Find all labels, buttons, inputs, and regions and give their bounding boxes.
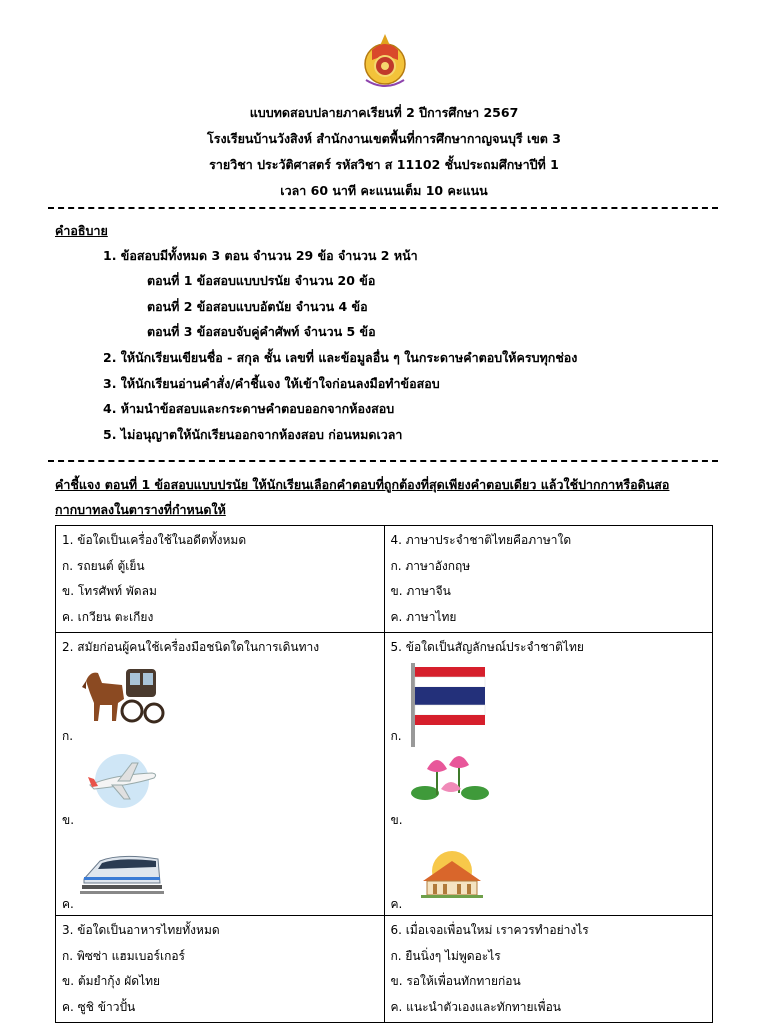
question-2 bbox=[56, 633, 385, 916]
divider bbox=[48, 460, 718, 462]
question-5 bbox=[384, 633, 713, 916]
choice-a[interactable]: ก. รถยนต์ ตู้เย็น bbox=[62, 558, 145, 573]
choice-b[interactable]: ข. รอให้เพื่อนทักทายก่อน bbox=[390, 974, 521, 989]
instruction-item: ตอนที่ 1 ข้อสอบแบบปรนัย จำนวน 20 ข้อ bbox=[147, 273, 376, 288]
choice-a[interactable]: ก. ยืนนิ่งๆ ไม่พูดอะไร bbox=[390, 948, 501, 963]
instructions-title: คำอธิบาย bbox=[55, 223, 108, 238]
question-text: 2. สมัยก่อนผู้คนใช้เครื่องมือชนิดใดในการเดินทาง bbox=[62, 640, 320, 655]
choice-c[interactable]: ค. เกวียน ตะเกียง bbox=[62, 609, 154, 624]
time-score: เวลา 60 นาที คะแนนเต็ม 10 คะแนน bbox=[280, 183, 488, 198]
instruction-item: 5. ไม่อนุญาตให้นักเรียนออกจากห้องสอบ ก่อนหมดเวลา bbox=[103, 427, 403, 442]
question-text: 3. ข้อใดเป็นอาหารไทยทั้งหมด bbox=[62, 922, 220, 937]
exam-title: แบบทดสอบปลายภาคเรียนที่ 2 ปีการศึกษา 2567 bbox=[249, 105, 519, 120]
choice-a[interactable]: ก. พิซซ่า แฮมเบอร์เกอร์ bbox=[62, 948, 186, 963]
question-6 bbox=[384, 915, 713, 1022]
choice-c[interactable]: ค. ซูชิ ข้าวปั้น bbox=[62, 999, 136, 1014]
question-text: 1. ข้อใดเป็นเครื่องใช้ในอดีตทั้งหมด bbox=[62, 533, 247, 547]
thai-flag-icon bbox=[411, 663, 487, 747]
school-emblem-icon bbox=[358, 30, 412, 90]
choice-b[interactable]: ข. ภาษาจีน bbox=[390, 584, 451, 599]
question-text: 6. เมื่อเจอเพื่อนใหม่ เราควรทำอย่างไร bbox=[390, 922, 589, 937]
instruction-item: ตอนที่ 2 ข้อสอบแบบอัตนัย จำนวน 4 ข้อ bbox=[147, 299, 368, 314]
train-icon bbox=[80, 849, 164, 899]
choice-a[interactable]: ก. ภาษาอังกฤษ bbox=[390, 558, 471, 573]
choice-b[interactable]: ข. bbox=[62, 745, 378, 829]
choice-c[interactable]: ค. bbox=[391, 829, 707, 913]
choice-a[interactable]: ก. bbox=[391, 661, 707, 745]
choice-b[interactable]: ข. ต้มยำกุ้ง ผัดไทย bbox=[62, 974, 161, 989]
choice-c[interactable]: ค. bbox=[62, 829, 378, 913]
lotus-icon bbox=[411, 749, 491, 805]
question-text: 5. ข้อใดเป็นสัญลักษณ์ประจำชาติไทย bbox=[390, 640, 584, 655]
choice-c[interactable]: ค. แนะนำตัวเองและทักทายเพื่อน bbox=[390, 999, 561, 1014]
instruction-item: 4. ห้ามนำข้อสอบและกระดาษคำตอบออกจากห้องสอบ bbox=[103, 401, 395, 416]
divider bbox=[48, 207, 718, 209]
question-4 bbox=[384, 526, 713, 633]
horse-carriage-icon bbox=[80, 663, 166, 725]
subject-info: รายวิชา ประวัติศาสตร์ รหัสวิชา ส 11102 ชั้นประถมศึกษาปีที่ 1 bbox=[209, 157, 559, 172]
instruction-item: 1. ข้อสอบมีทั้งหมด 3 ตอน จำนวน 29 ข้อ จำนวน 2 หน้า bbox=[103, 248, 418, 263]
instruction-item: ตอนที่ 3 ข้อสอบจับคู่คำศัพท์ จำนวน 5 ข้อ bbox=[147, 324, 376, 339]
instruction-item: 3. ให้นักเรียนอ่านคำสั่ง/คำชี้แจง ให้เข้าใจก่อนลงมือทำข้อสอบ bbox=[103, 376, 440, 391]
question-3 bbox=[56, 915, 385, 1022]
choice-b[interactable]: ข. bbox=[391, 745, 707, 829]
choice-a[interactable]: ก. bbox=[62, 661, 378, 745]
section1-instruction: คำชี้แจง ตอนที่ 1 ข้อสอบแบบปรนัย ให้นักเรียนเลือกคำตอบที่ถูกต้องที่สุดเพียงคำตอบเดียว แล้วใช้ปากกาหรือดินสอ bbox=[55, 477, 670, 492]
choice-c[interactable]: ค. ภาษาไทย bbox=[390, 609, 457, 624]
school-name: โรงเรียนบ้านวังสิงห์ สำนักงานเขตพื้นที่การศึกษากาญจนบุรี เขต 3 bbox=[207, 131, 561, 146]
section1-instruction-cont: กากบาทลงในตารางที่กำหนดให้ bbox=[55, 502, 226, 517]
question-table bbox=[55, 525, 713, 1023]
thai-temple-icon bbox=[419, 849, 485, 899]
choice-b[interactable]: ข. โทรศัพท์ พัดลม bbox=[62, 584, 157, 599]
instruction-item: 2. ให้นักเรียนเขียนชื่อ - สกุล ชั้น เลขที่ และข้อมูลอื่น ๆ ในกระดาษคำตอบให้ครบทุกช่อง bbox=[103, 350, 578, 365]
question-text: 4. ภาษาประจำชาติไทยคือภาษาใด bbox=[390, 533, 572, 547]
question-1 bbox=[56, 526, 385, 633]
airplane-icon bbox=[82, 753, 162, 811]
